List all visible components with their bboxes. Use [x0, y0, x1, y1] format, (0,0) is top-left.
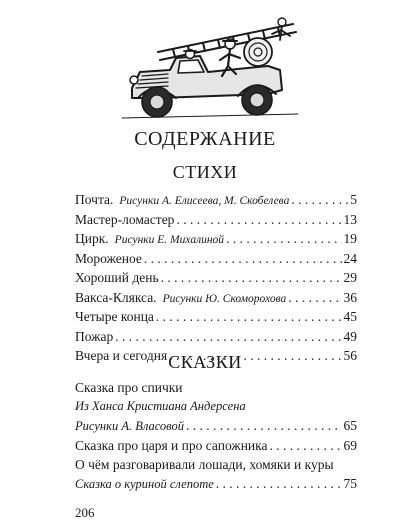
entry-illustrator: Рисунки Ю. Скоморохова — [162, 292, 287, 305]
entry-illustrator: Рисунки А. Власовой — [75, 419, 184, 433]
leader-dots — [270, 436, 342, 456]
poems-list — [75, 190, 357, 366]
entry-page: 13 — [343, 211, 357, 227]
toc-entry-tale-2[interactable] — [75, 436, 357, 456]
toc-entry[interactable] — [75, 210, 357, 230]
entry-page: 45 — [343, 309, 357, 324]
entry-illustrator: Рисунки Е. Михалиной — [114, 234, 225, 246]
entry-title: Четыре конца — [75, 309, 154, 324]
entry-title: Мастер-ломастер — [75, 211, 175, 227]
toc-entry[interactable] — [75, 249, 357, 269]
leader-dots — [176, 210, 341, 230]
leader-dots — [156, 307, 342, 327]
toc-entry-tale-1[interactable] — [75, 378, 357, 436]
entry-page: 36 — [343, 289, 357, 305]
entry-title: Вчера и сегодня — [75, 348, 168, 363]
contents-title: СОДЕРЖАНИЕ — [134, 128, 276, 150]
toc-entry[interactable] — [75, 288, 357, 308]
entry-title: Цирк. — [75, 231, 109, 246]
entry-page: 49 — [343, 328, 357, 344]
entry-title: О чём разговаривали лошади, хомяки и куры — [75, 457, 334, 472]
entry-title: Хороший день — [75, 270, 159, 285]
entry-page: 24 — [343, 250, 357, 266]
leader-dots — [115, 327, 341, 347]
leader-dots — [144, 249, 342, 269]
entry-page: 19 — [343, 231, 357, 246]
entry-title: Сказка про царя и про сапожника — [75, 437, 268, 453]
toc-entry-tale-3[interactable] — [75, 455, 357, 494]
entry-title: Вакса-Клякса. — [75, 289, 157, 305]
entry-page: 65 — [343, 418, 357, 433]
entry-source: Из Ханса Кристиана Андерсена — [75, 399, 246, 413]
toc-entry[interactable] — [75, 190, 357, 210]
entry-page: 69 — [343, 437, 357, 453]
fire-truck-illustration — [118, 14, 303, 122]
section-poems-title: СТИХИ — [172, 162, 238, 182]
entry-page: 56 — [343, 348, 357, 363]
entry-page: 5 — [350, 192, 357, 207]
entry-row — [75, 474, 357, 494]
page-number: 206 — [75, 505, 95, 520]
entry-subtitle: Сказка о куриной слепоте — [75, 477, 214, 491]
toc-entry[interactable] — [75, 327, 357, 347]
toc-entry[interactable] — [75, 229, 357, 249]
section-tales-title: СКАЗКИ — [168, 352, 242, 372]
toc-entry[interactable] — [75, 268, 357, 288]
entry-page: 75 — [343, 476, 357, 491]
toc-entry[interactable] — [75, 307, 357, 327]
leader-dots — [161, 268, 342, 288]
entry-title: Пожар — [75, 328, 114, 344]
tales-list — [75, 378, 357, 494]
leader-dots — [291, 190, 348, 210]
entry-title: Почта. — [75, 192, 114, 207]
leader-dots — [216, 474, 342, 494]
entry-title: Сказка про спички — [75, 380, 183, 395]
entry-row — [75, 416, 357, 436]
entry-title: Мороженое — [75, 250, 142, 266]
entry-illustrator: Рисунки А. Елисеева, М. Скобелева — [119, 195, 290, 207]
leader-dots — [226, 229, 341, 249]
leader-dots — [186, 416, 342, 436]
entry-page: 29 — [343, 270, 357, 285]
leader-dots — [288, 288, 341, 308]
